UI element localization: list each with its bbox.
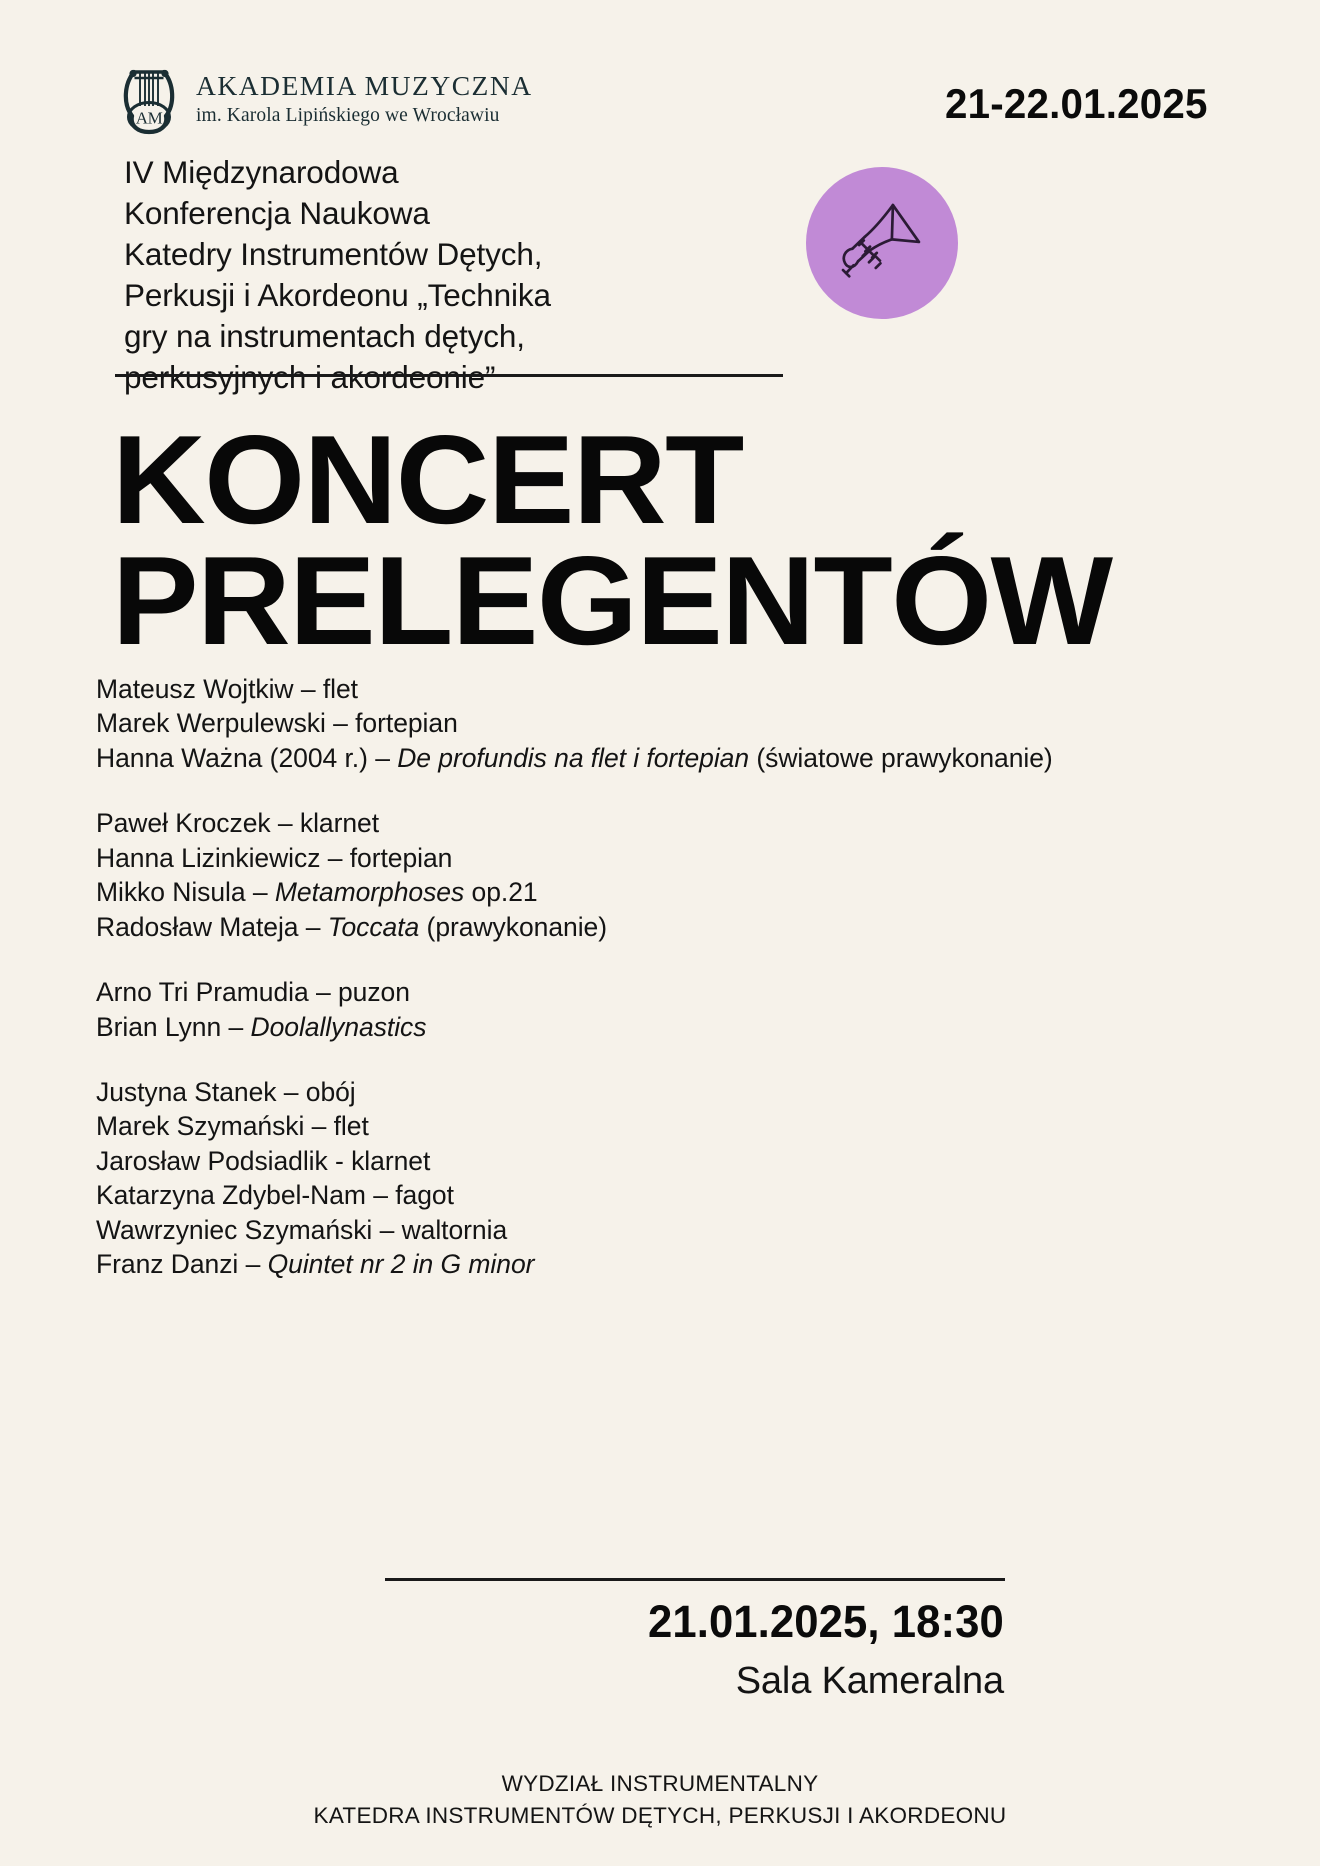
programme-line — [96, 910, 1206, 944]
performer-text: Justyna Stanek – obój — [96, 1076, 356, 1107]
divider-bottom — [385, 1578, 1005, 1581]
page-title — [112, 409, 1232, 671]
headline-line-1: KONCERT — [112, 409, 743, 550]
programme-line — [96, 741, 1206, 775]
conference-title — [124, 152, 724, 398]
conference-title-line-2: Konferencja Naukowa — [124, 194, 430, 231]
headline-line-2: PRELEGENTÓW — [112, 529, 1112, 671]
programme-line — [96, 1247, 1206, 1281]
performer-text: Wawrzyniec Szymański – waltornia — [96, 1214, 508, 1245]
programme-line — [96, 875, 1206, 909]
performer-text: Radosław Mateja – — [96, 911, 328, 942]
conference-dates: 21-22.01.2025 — [945, 80, 1208, 127]
note-text: (prawykonanie) — [419, 911, 607, 942]
performer-text: Mateusz Wojtkiw – flet — [96, 674, 358, 704]
conference-title-line-5: gry na instrumentach dętych, — [124, 317, 525, 354]
event-venue: Sala Kameralna — [735, 1660, 1004, 1702]
academy-branding — [118, 58, 533, 136]
work-title: Doolallynastics — [250, 1011, 427, 1042]
note-text: op.21 — [464, 877, 538, 908]
conference-title-line-1: IV Międzynarodowa — [124, 154, 399, 190]
programme-line — [96, 1109, 1206, 1143]
divider-top — [115, 374, 783, 377]
programme-block — [96, 672, 1206, 775]
programme-line — [96, 1213, 1206, 1247]
performer-text: Hanna Ważna (2004 r.) – — [96, 742, 398, 773]
performer-text: Arno Tri Pramudia – puzon — [96, 977, 410, 1008]
performer-text: Marek Werpulewski – fortepian — [96, 708, 458, 739]
event-datetime: 21.01.2025, 18:30 — [648, 1596, 1004, 1647]
trumpet-badge — [806, 167, 958, 319]
work-title: Quintet nr 2 in G minor — [267, 1249, 535, 1280]
performer-text: Paweł Kroczek – klarnet — [96, 808, 380, 839]
programme-line — [96, 1144, 1206, 1178]
organiser-footer — [0, 1768, 1320, 1831]
trumpet-icon — [830, 191, 934, 295]
conference-title-line-6: perkusyjnych i akordeonie” — [124, 358, 496, 395]
performer-text: Hanna Lizinkiewicz – fortepian — [96, 842, 453, 873]
work-title: De profundis na flet i fortepian — [397, 742, 750, 773]
performer-text: Katarzyna Zdybel-Nam – fagot — [96, 1180, 454, 1211]
programme-line — [96, 806, 1206, 840]
performer-text: Marek Szymański – flet — [96, 1111, 369, 1142]
work-title: Metamorphoses — [274, 877, 465, 908]
programme-list — [96, 672, 1206, 1282]
programme-line — [96, 672, 1206, 706]
programme-line — [96, 1178, 1206, 1212]
programme-block — [96, 1075, 1206, 1282]
performer-text: Franz Danzi – — [96, 1249, 268, 1280]
lyre-icon — [118, 58, 180, 136]
conference-title-line-4: Perkusji i Akordeonu „Technika — [124, 276, 551, 313]
note-text: (światowe prawykonanie) — [749, 742, 1053, 773]
faculty-name: WYDZIAŁ INSTRUMENTALNY — [501, 1771, 819, 1796]
poster-header — [118, 58, 1208, 148]
academy-subtitle: im. Karola Lipińskiego we Wrocławiu — [196, 104, 500, 126]
svg-text:AM: AM — [135, 108, 163, 128]
programme-line — [96, 841, 1206, 875]
programme-block — [96, 975, 1206, 1044]
work-title: Toccata — [327, 911, 420, 942]
performer-text: Brian Lynn – — [96, 1011, 251, 1042]
department-name: KATEDRA INSTRUMENTÓW DĘTYCH, PERKUSJI I AKORDEONU — [313, 1802, 1007, 1828]
programme-line — [96, 975, 1206, 1009]
academy-name-block — [196, 67, 533, 127]
performer-text: Mikko Nisula – — [96, 877, 275, 908]
programme-line — [96, 1075, 1206, 1109]
programme-line — [96, 1010, 1206, 1044]
programme-line — [96, 706, 1206, 740]
academy-name: AKADEMIA MUZYCZNA — [196, 69, 533, 101]
programme-block — [96, 806, 1206, 944]
performer-text: Jarosław Podsiadlik - klarnet — [96, 1145, 431, 1176]
conference-title-line-3: Katedry Instrumentów Dętych, — [124, 235, 543, 272]
